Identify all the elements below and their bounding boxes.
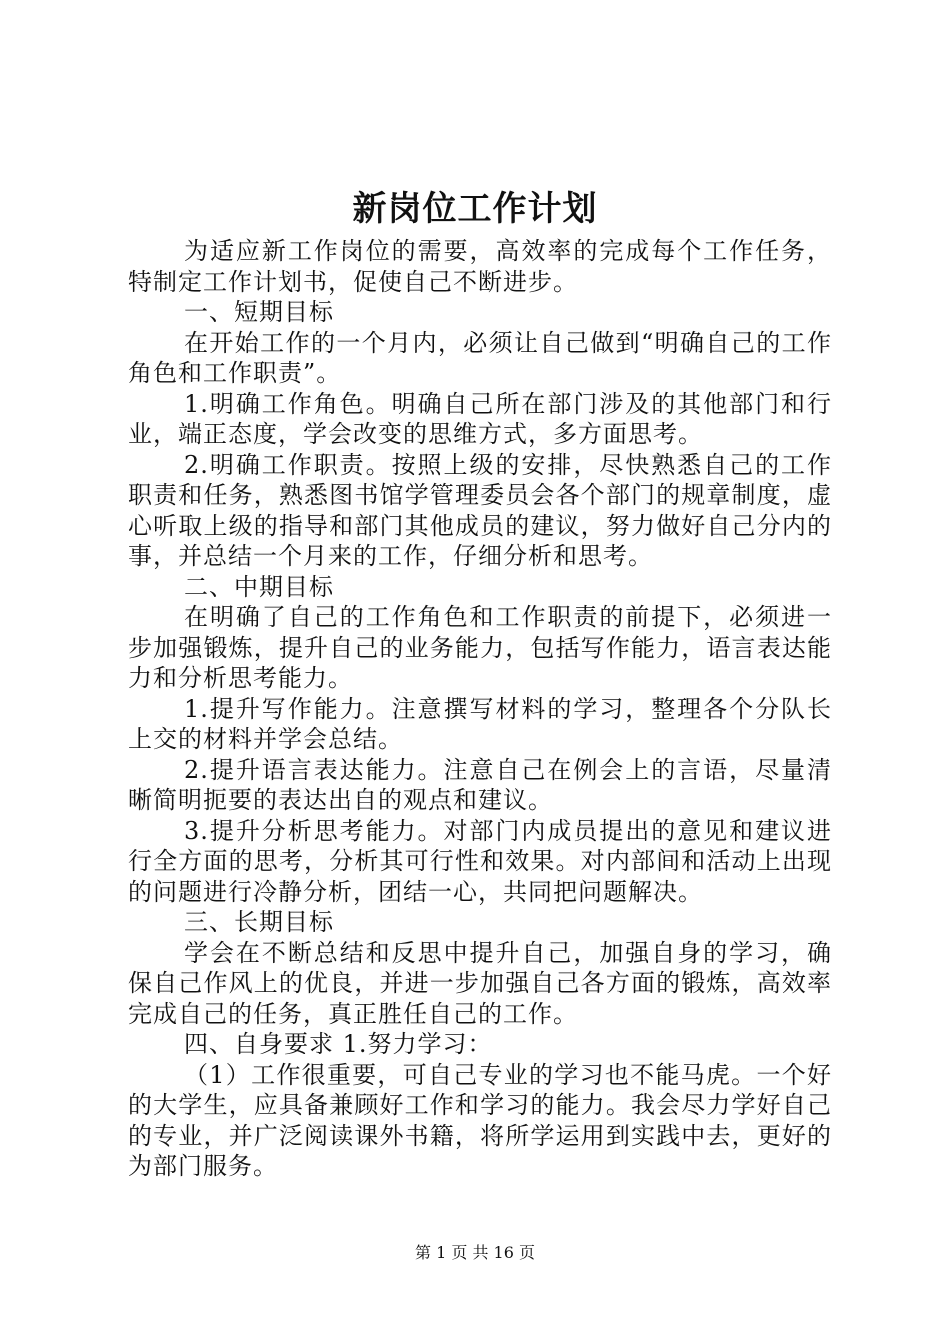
heading-long-term: 三、长期目标 [184, 908, 334, 936]
paragraph-intro: 为适应新工作岗位的需要，高效率的完成每个工作任务，特制定工作计划书，促使自己不断进步。 [128, 237, 832, 296]
paragraph-mid-term: 在明确了自己的工作角色和工作职责的前提下，必须进一步加强锻炼，提升自己的业务能力，包括写作能力，语言表达能力和分析思考能力。 [128, 603, 832, 692]
paragraph-long-term: 学会在不断总结和反思中提升自己，加强自身的学习，确保自己作风上的优良，并进一步加强自己各方面的锻炼，高效率完成自己的任务，真正胜任自己的工作。 [128, 938, 832, 1028]
paragraph-short-term: 在开始工作的一个月内，必须让自己做到“明确自己的工作角色和工作职责”。 [128, 328, 832, 387]
paragraph-mid-term-1: 1.提升写作能力。注意撰写材料的学习，整理各个分队长上交的材料并学会总结。 [128, 694, 832, 753]
paragraph-short-term-1: 1.明确工作角色。明确自己所在部门涉及的其他部门和行业，端正态度，学会改变的思维方式，多方面思考。 [128, 389, 832, 448]
paragraph-mid-term-3: 3.提升分析思考能力。对部门内成员提出的意见和建议进行全方面的思考，分析其可行性和效果。对内部间和活动上出现的问题进行冷静分析，团结一心，共同把问题解决。 [128, 816, 832, 906]
heading-short-term: 一、短期目标 [184, 298, 334, 326]
document-title: 新岗位工作计划 [352, 189, 598, 229]
paragraph-self-requirements-1: （1）工作很重要，可自己专业的学习也不能马虎。一个好的大学生，应具备兼顾好工作和学习的能力。我会尽力学好自己的专业，并广泛阅读课外书籍，将所学运用到实践中去，更好的为部门服务。 [128, 1060, 832, 1180]
paragraph-short-term-2: 2.明确工作职责。按照上级的安排，尽快熟悉自己的工作职责和任务，熟悉图书馆学管理委员会各个部门的规章制度，虚心听取上级的指导和部门其他成员的建议，努力做好自己分内的事，并总结一个月来的工作，仔细分析和思考。 [128, 450, 832, 570]
heading-mid-term: 二、中期目标 [184, 572, 334, 601]
heading-self-requirements: 四、自身要求 1.努力学习： [184, 1030, 493, 1058]
document-body [128, 236, 832, 1182]
paragraph-mid-term-2: 2.提升语言表达能力。注意自己在例会上的言语，尽量清晰简明扼要的表达出自的观点和建议。 [128, 755, 832, 814]
page-number-footer: 第 1 页 共 16 页 [415, 1243, 535, 1262]
